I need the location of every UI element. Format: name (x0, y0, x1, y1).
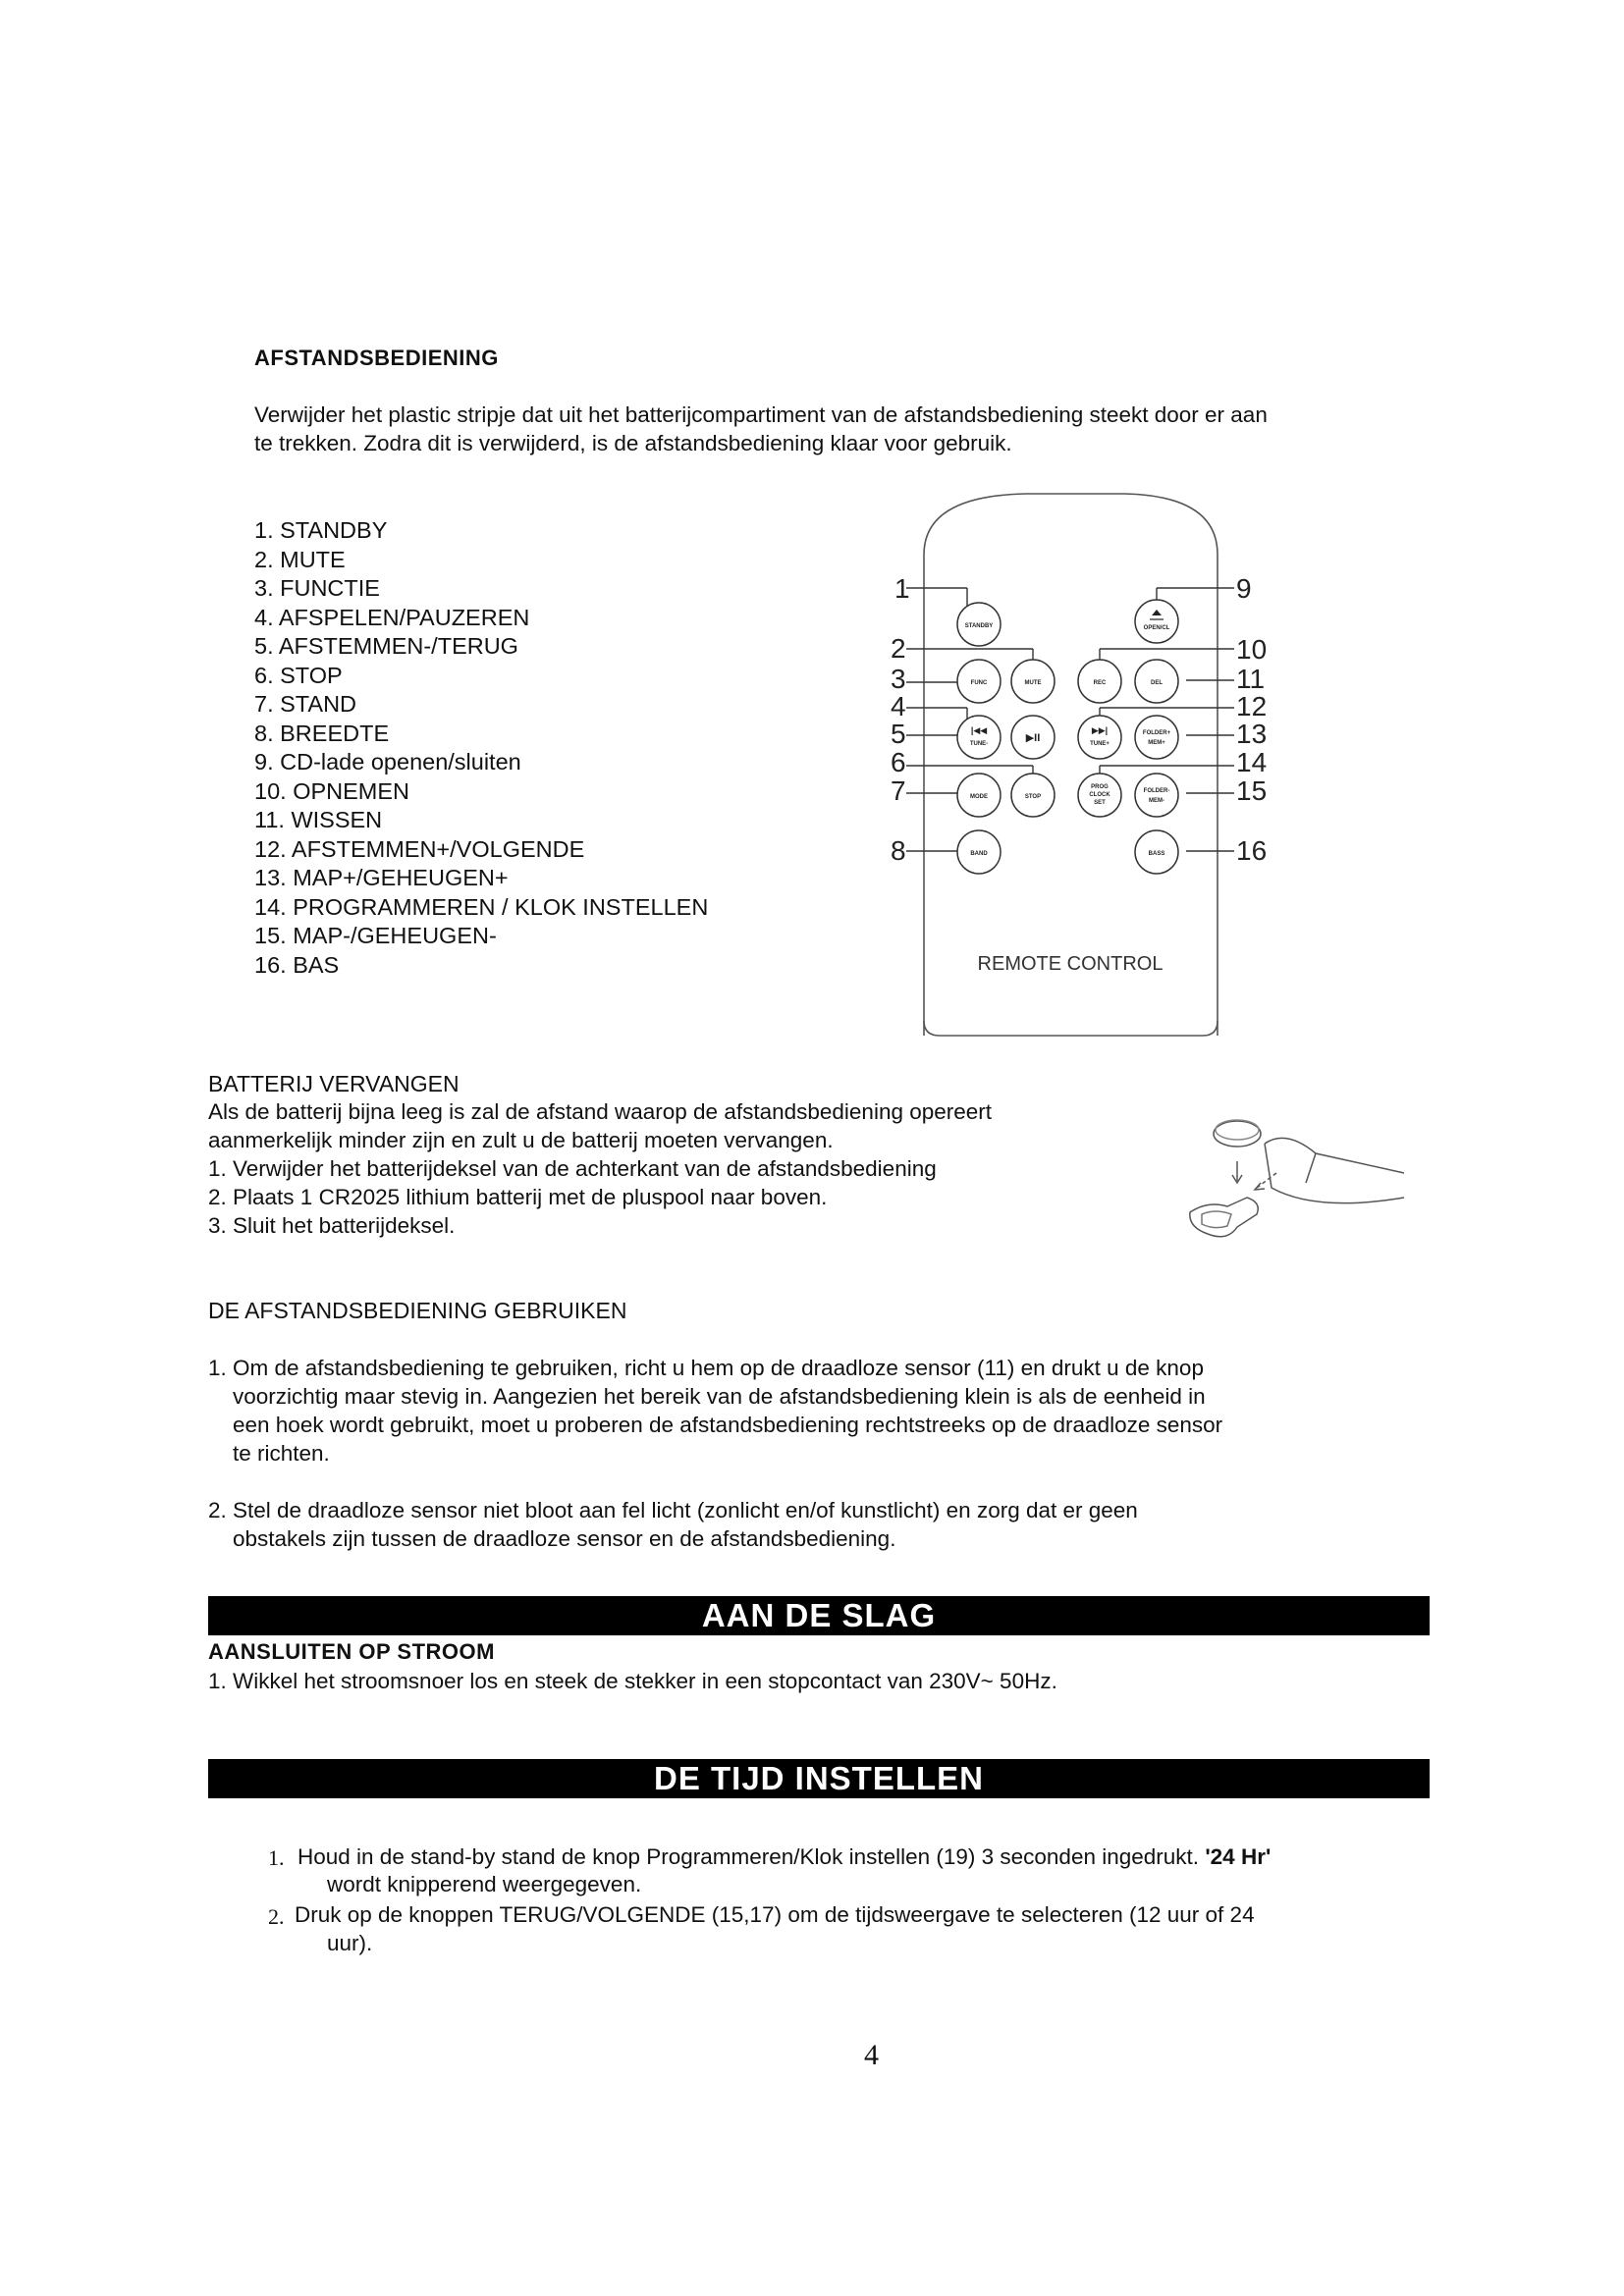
callout-7: 7 (891, 775, 906, 806)
open-close-button (1135, 600, 1178, 643)
time-step-1-highlight: '24 Hr' (1205, 1844, 1272, 1869)
mem-minus-label: MEM- (1149, 798, 1164, 804)
coin-battery (1214, 1121, 1261, 1147)
usage-item-1-line-1: 1. Om de afstandsbediening te gebruiken, richt u hem op de draadloze sensor (11) en drukt u de knop (208, 1356, 1204, 1380)
battery-step-3: 3. Sluit het batterijdeksel. (208, 1213, 456, 1238)
battery-text-line-2: aanmerkelijk minder zijn en zult u de batterij moeten vervangen. (208, 1128, 834, 1152)
callout-9: 9 (1236, 573, 1252, 604)
del-label: DEL (1151, 680, 1163, 686)
bass-label: BASS (1148, 851, 1165, 857)
callout-11: 11 (1236, 664, 1266, 694)
time-step-1-continued: wordt knipperend weergegeven. (327, 1872, 642, 1896)
folder-plus-button (1135, 716, 1178, 759)
callout-15: 15 (1236, 775, 1268, 806)
callout-6: 6 (891, 747, 906, 777)
skip-forward-icon: ▶▶| (1091, 725, 1109, 735)
battery-text-line-1: Als de batterij bijna leeg is zal de afstand waarop de afstandsbediening opereert (208, 1099, 993, 1124)
list-item: 8. BREEDTE (254, 720, 390, 746)
skip-back-icon: |◀◀ (970, 725, 988, 735)
folder-minus-label: FOLDER- (1143, 788, 1170, 794)
folder-minus-button (1135, 774, 1178, 817)
func-label: FUNC (970, 680, 988, 686)
list-item: 6. STOP (254, 662, 343, 688)
remote-end (1265, 1138, 1404, 1202)
time-step-2-number: 2. (268, 1904, 285, 1929)
callout-14: 14 (1236, 747, 1268, 777)
open-close-label: OPEN/CL (1143, 625, 1170, 631)
stop-label: STOP (1024, 794, 1042, 800)
list-item: 1. STANDBY (254, 517, 388, 543)
battery-cover (1190, 1198, 1258, 1237)
tune-minus-label: TUNE- (969, 741, 989, 747)
remote-control-diagram (879, 486, 1281, 1041)
clock-label: CLOCK (1089, 792, 1110, 798)
callout-8: 8 (891, 835, 906, 866)
battery-replacement-illustration (1178, 1104, 1414, 1261)
section-heading-remote: AFSTANDSBEDIENING (254, 346, 499, 370)
list-item: 5. AFSTEMMEN-/TERUG (254, 633, 518, 659)
callout-4: 4 (891, 691, 906, 721)
usage-item-1-line-2: voorzichtig maar stevig in. Aangezien het bereik van de afstandsbediening klein is als de eenheid in (233, 1384, 1206, 1409)
time-step-1-number: 1. (268, 1845, 285, 1870)
list-item: 2. MUTE (254, 546, 346, 572)
list-item: 3. FUNCTIE (254, 575, 380, 601)
callout-13: 13 (1236, 719, 1268, 749)
usage-item-2-line-2: obstakels zijn tussen de draadloze sensor en de afstandsbediening. (233, 1526, 896, 1551)
rec-label: REC (1093, 680, 1107, 686)
list-item: 11. WISSEN (254, 807, 383, 832)
usage-item-1-line-4: te richten. (233, 1441, 330, 1466)
remote-intro-line-1: Verwijder het plastic stripje dat uit het batterijcompartiment van de afstandsbediening steekt door er aan (254, 402, 1268, 427)
mem-plus-label: MEM+ (1148, 740, 1165, 746)
tune-minus-button (957, 716, 1001, 759)
time-step-2-continued: uur). (327, 1931, 373, 1955)
list-item: 10. OPNEMEN (254, 777, 410, 804)
list-item: 7. STAND (254, 691, 357, 717)
mode-label: MODE (970, 794, 988, 800)
callout-16: 16 (1236, 835, 1268, 866)
standby-label: STANDBY (964, 623, 994, 629)
list-item: 15. MAP-/GEHEUGEN- (254, 923, 497, 948)
callout-5: 5 (891, 719, 906, 749)
list-item: 16. BAS (254, 951, 340, 978)
battery-step-1: 1. Verwijder het batterijdeksel van de achterkant van de afstandsbediening (208, 1156, 937, 1181)
remote-button-list (254, 516, 708, 980)
power-step-1: 1. Wikkel het stroomsnoer los en steek de stekker in een stopcontact van 230V~ 50Hz. (208, 1669, 1057, 1693)
section-heading-usage: DE AFSTANDSBEDIENING GEBRUIKEN (208, 1298, 627, 1323)
prog-label: PROG (1091, 784, 1109, 790)
remote-intro-line-2: te trekken. Zodra dit is verwijderd, is de afstandsbediening klaar voor gebruik. (254, 431, 1012, 455)
time-step-1-main: Houd in de stand-by stand de knop Programmeren/Klok instellen (19) 3 seconden ingedrukt. (298, 1844, 1200, 1869)
subheading-power: AANSLUITEN OP STROOM (208, 1639, 495, 1664)
list-item: 4. AFSPELEN/PAUZEREN (254, 604, 530, 630)
remote-body-bottom (924, 1021, 1218, 1036)
callout-12: 12 (1236, 691, 1268, 721)
usage-item-2-line-1: 2. Stel de draadloze sensor niet bloot aan fel licht (zonlicht en/of kunstlicht) en zorg dat er geen (208, 1498, 1138, 1522)
callout-2: 2 (891, 633, 906, 664)
page-number: 4 (864, 2039, 879, 2071)
battery-step-2: 2. Plaats 1 CR2025 lithium batterij met de pluspool naar boven. (208, 1185, 828, 1209)
mute-label: MUTE (1024, 680, 1042, 686)
play-pause-icon: ▶II (1025, 732, 1041, 744)
banner-set-time: DE TIJD INSTELLEN (208, 1759, 1430, 1798)
callout-3: 3 (891, 664, 906, 694)
list-item: 14. PROGRAMMEREN / KLOK INSTELLEN (254, 893, 709, 920)
time-step-1-text (298, 1843, 1271, 1871)
usage-item-1-line-3: een hoek wordt gebruikt, moet u proberen de afstandsbediening rechtstreeks op de draadloze sensor (233, 1413, 1223, 1437)
callout-10: 10 (1236, 634, 1268, 665)
band-label: BAND (970, 851, 988, 857)
list-item: 13. MAP+/GEHEUGEN+ (254, 865, 509, 890)
tune-plus-button (1078, 716, 1121, 759)
list-item: 9. CD-lade openen/sluiten (254, 749, 521, 774)
folder-plus-label: FOLDER+ (1142, 730, 1171, 736)
set-label: SET (1094, 800, 1106, 806)
remote-control-title: REMOTE CONTROL (977, 953, 1164, 975)
section-heading-battery: BATTERIJ VERVANGEN (208, 1071, 460, 1096)
tune-plus-label: TUNE+ (1090, 741, 1110, 747)
list-item: 12. AFSTEMMEN+/VOLGENDE (254, 835, 585, 862)
callout-1: 1 (894, 573, 910, 604)
time-step-2-text: Druk op de knoppen TERUG/VOLGENDE (15,17) om de tijdsweergave te selecteren (12 uur of 24 (295, 1902, 1255, 1927)
banner-getting-started: AAN DE SLAG (208, 1596, 1430, 1635)
